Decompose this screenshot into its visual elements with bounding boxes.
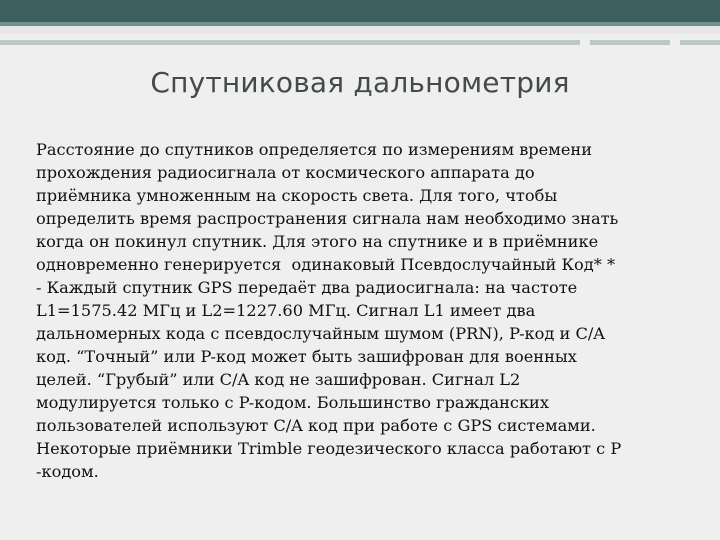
slide-title: Спутниковая дальнометрия	[150, 66, 570, 99]
decorative-bar-left	[0, 40, 580, 45]
header-band	[0, 0, 720, 22]
slide-body-text: Расстояние до спутников определяется по измерениям времени прохождения радиосигнала от космического аппарата до приёмника умноженным на скорость света. Для того, чтобы определить время распространения сигнала нам необходимо знать когда он покинул спутник. Для этого на спутнике и в приёмнике одновременно генерируется одинаковый Псевдослучайный Код* * - Каждый спутник GPS передаёт два радиосигнала: на частоте L1=1575.42 МГц и L2=1227.60 МГц. Сигнал L1 имеет два дальномерных кода с псевдослучайным шумом (PRN), P-код и C/A код. “Точный” или P-код может быть зашифрован для военных целей. “Грубый” или C/A код не зашифрован. Сигнал L2 модулируется только с P-кодом. Большинство гражданских пользователей используют C/A код при работе с GPS системами. Некоторые приёмники Trimble геодезического класса работают с P -кодом.	[36, 140, 622, 481]
header-light-strip	[0, 26, 720, 34]
decorative-bar-middle	[590, 40, 670, 45]
decorative-bar-right	[680, 40, 720, 45]
